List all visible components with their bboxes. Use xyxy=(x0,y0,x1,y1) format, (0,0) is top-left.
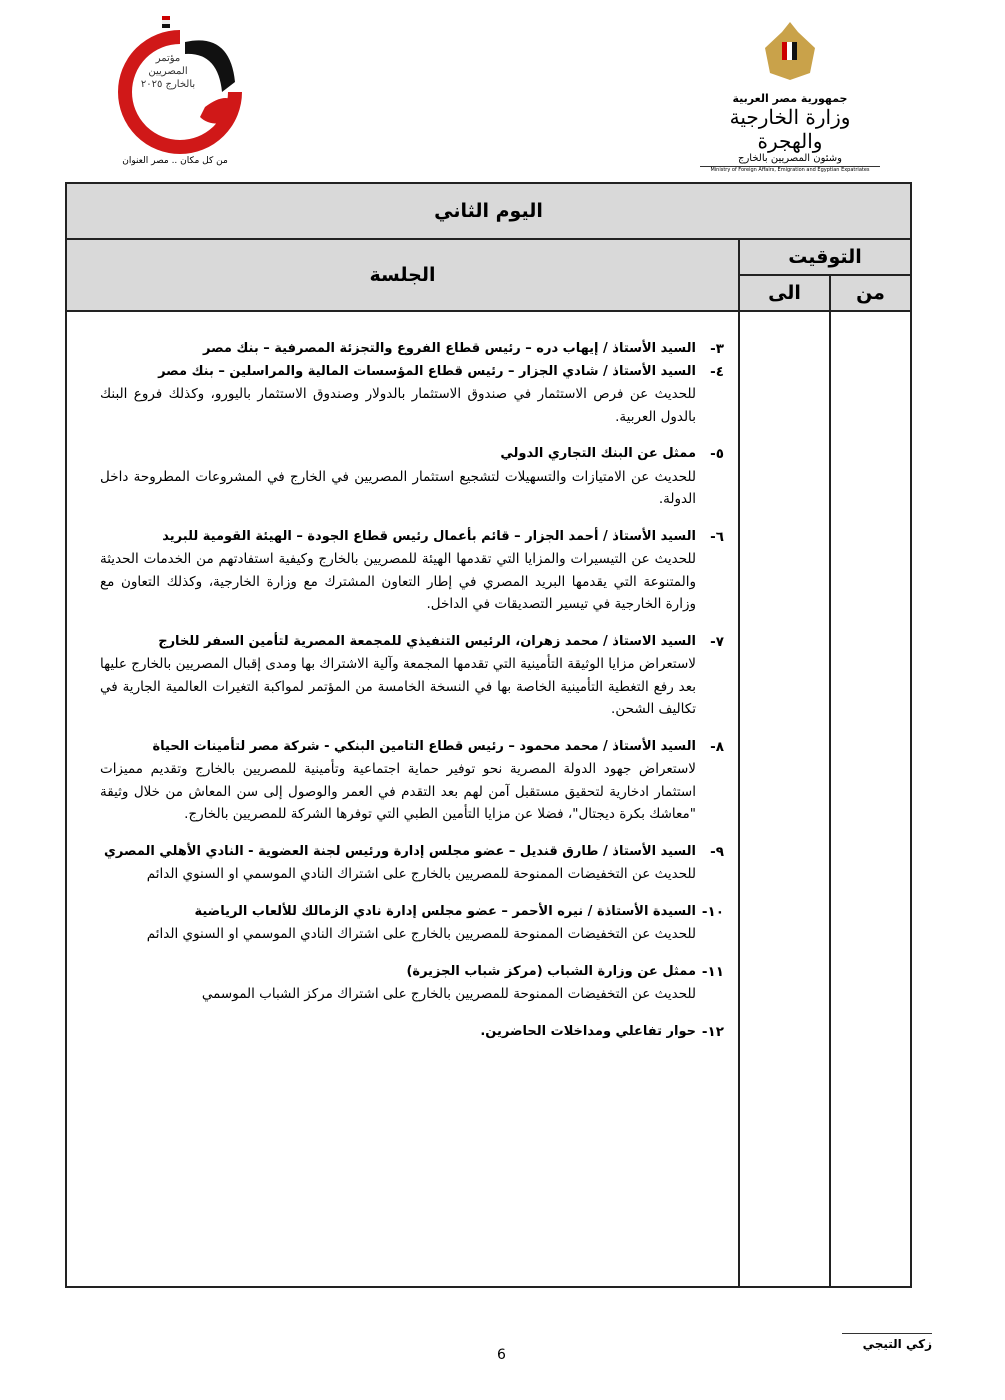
item-description: للحديث عن فرص الاستثمار في صندوق الاستثمار بالدولار وصندوق الاستثمار باليورو، وكذلك فروع البنك بالدول العربية. xyxy=(100,386,696,425)
item-speaker: ممثل عن البنك التجاري الدولي xyxy=(500,446,696,461)
item-number: ٤- xyxy=(710,363,724,380)
to-cell xyxy=(738,310,831,1288)
agenda-item xyxy=(100,338,724,361)
item-number: ٨- xyxy=(710,738,724,755)
eagle-emblem-icon xyxy=(760,18,820,88)
page-number: 6 xyxy=(497,1347,506,1363)
from-header: من xyxy=(829,274,912,312)
item-description: للحديث عن التيسيرات والمزايا التي تقدمها الهيئة للمصريين بالخارج وكيفية استفادتهم من الخدمات الحديثة والمتنوعة التي يقدمها البريد المصري في إطار التعاون المشترك مع وزارة الخارجية، وكذلك التعاون مع وزارة الخارجية في تيسير التصديقات في الداخل. xyxy=(100,551,696,612)
item-speaker: ممثل عن وزارة الشباب (مركز شباب الجزيرة) xyxy=(406,963,696,979)
timing-header: التوقيت xyxy=(738,238,912,276)
agenda-item xyxy=(100,526,724,616)
session-header: الجلسة xyxy=(65,238,740,312)
item-number: ٧- xyxy=(710,633,724,650)
conference-logo xyxy=(110,12,250,172)
agenda-item xyxy=(100,841,724,886)
agenda-item xyxy=(100,1021,724,1044)
item-description: لاستعراض جهود الدولة المصرية نحو توفير حماية اجتماعية وتأمينية للمصريين بالخارج وتقديم مميزات استثمار ادخارية لتحقيق مستقبل آمن لهم بعد التقدم في العمر والوصول إلى سن المعاش من خلال وثيقة "معاشك بكرة ديجتال"، فضلا عن مزايا التأمين الطبي التي توفرها الشركة للمصريين بالخارج. xyxy=(100,761,696,822)
ministry-subtitle: وشئون المصريين بالخارج xyxy=(738,153,842,164)
item-number: ٣- xyxy=(710,341,724,357)
agenda-item xyxy=(100,736,724,826)
item-speaker: السيدة الأستاذة / نيره الأحمر – عضو مجلس إدارة نادي الزمالك للألعاب الرياضية xyxy=(194,903,696,919)
day-title: اليوم الثاني xyxy=(65,182,912,240)
ministry-english: Ministry of Foreign Affairs, Emigration and Egyptian Expatriates xyxy=(700,166,880,173)
item-speaker: السيد الأستاذ / شادي الجزار – رئيس قطاع المؤسسات المالية والمراسلين – بنك مصر xyxy=(158,363,696,379)
item-speaker: السيد الأستاذ / طارق قنديل – عضو مجلس إدارة ورئيس لجنة العضوية - النادي الأهلي المصري xyxy=(104,843,696,859)
item-number: ٦- xyxy=(710,528,724,545)
conference-logo-text: مؤتمر المصريين بالخارج ٢٠٢٥ xyxy=(140,53,196,90)
item-number: ١٢- xyxy=(701,1023,724,1040)
ministry-name: وزارة الخارجية والهجرة xyxy=(729,105,851,153)
to-header: الى xyxy=(738,274,831,312)
item-number: ١٠- xyxy=(701,903,724,920)
agenda-item xyxy=(100,631,724,721)
session-items xyxy=(100,338,724,1058)
item-number: ٥- xyxy=(710,446,724,462)
item-speaker: السيد الأستاذ / أحمد الجزار – قائم بأعمال رئيس قطاع الجودة – الهيئة القومية للبريد xyxy=(162,528,696,544)
agenda-item xyxy=(100,443,724,511)
item-description: للحديث عن التخفيضات الممنوحة للمصريين بالخارج على اشتراك النادي الموسمي او السنوي الدائم xyxy=(146,926,696,942)
agenda-item xyxy=(100,361,724,429)
item-speaker: السيد الأستاذ / محمد محمود – رئيس قطاع التامين البنكي - شركة مصر لتأمينات الحياة xyxy=(152,738,696,754)
item-speaker: السيد الاستاذ / محمد زهران، الرئيس التنفيذي للمجمعة المصرية لتأمين السفر للخارج xyxy=(158,633,696,649)
ministry-logo xyxy=(700,18,880,178)
from-cell xyxy=(829,310,912,1288)
item-number: ١١- xyxy=(701,963,724,980)
item-description: للحديث عن الامتيازات والتسهيلات لتشجيع استثمار المصريين في الخارج في المشروعات المطروحة داخل الدولة. xyxy=(100,468,696,507)
signature: زكي التيجي xyxy=(842,1333,932,1351)
item-speaker: حوار تفاعلي ومداخلات الحاضرين. xyxy=(480,1023,696,1039)
agenda-item xyxy=(100,961,724,1006)
item-number: ٩- xyxy=(710,843,724,860)
item-description: للحديث عن التخفيضات الممنوحة للمصريين بالخارج على اشتراك النادي الموسمي او السنوي الدائم xyxy=(146,866,696,882)
item-description: للحديث عن التخفيضات الممنوحة للمصريين بالخارج على اشتراك مركز الشباب الموسمي xyxy=(201,986,696,1002)
ministry-country: جمهورية مصر العربية xyxy=(732,92,848,105)
agenda-item xyxy=(100,901,724,946)
item-speaker: السيد الأستاذ / إيهاب دره – رئيس قطاع الفروع والتجزئة المصرفية – بنك مصر xyxy=(202,341,696,356)
tagline: من كل مكان .. مصر العنوان xyxy=(122,156,228,166)
item-description: لاستعراض مزايا الوثيقة التأمينية التي تقدمها المجمعة وآلية الاشتراك بها ومدى إقبال المصريين بالخارج عليها بعد رفع التغطية التأمينية الخاصة بها في النسخة الخامسة من المؤتمر لمواكبة التغيرات العالمية الجارية في تكاليف الشحن. xyxy=(100,656,696,717)
